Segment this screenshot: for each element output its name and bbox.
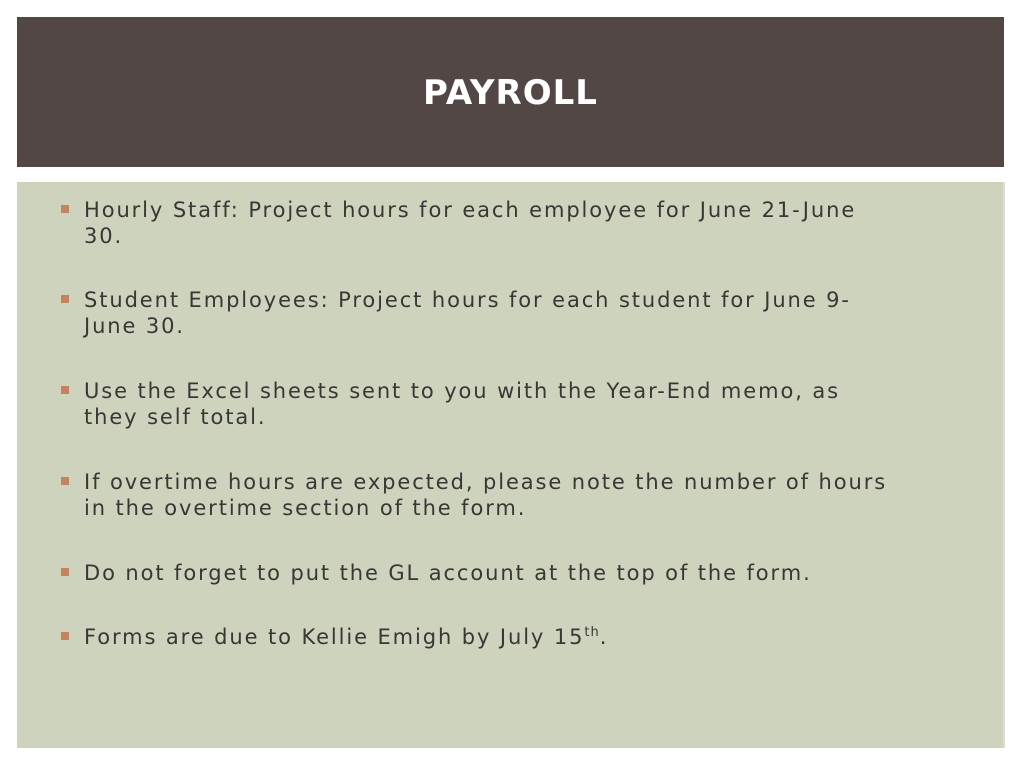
content-box bbox=[17, 182, 1005, 748]
bullet-line: June 30. bbox=[84, 314, 186, 338]
bullet-line: 30. bbox=[84, 224, 124, 248]
bullet-line: Student Employees: Project hours for each student for June 9- bbox=[84, 288, 851, 312]
square-bullet-icon bbox=[61, 477, 69, 485]
ordinal-superscript: th bbox=[584, 625, 600, 640]
square-bullet-icon bbox=[61, 568, 69, 576]
bullet-text bbox=[84, 624, 974, 650]
bullet-text bbox=[84, 560, 974, 586]
bullet-line: in the overtime section of the form. bbox=[84, 496, 527, 520]
bullet-text bbox=[84, 287, 974, 339]
square-bullet-icon bbox=[61, 386, 69, 394]
slide-title: PAYROLL bbox=[423, 73, 598, 113]
bullet-text bbox=[84, 469, 974, 521]
bullet-text bbox=[84, 197, 974, 249]
bullet-suffix: . bbox=[599, 625, 609, 649]
bullet-line: Do not forget to put the GL account at the top of the form. bbox=[84, 561, 812, 585]
bullet-line: they self total. bbox=[84, 405, 267, 429]
bullet-text bbox=[84, 378, 974, 430]
title-bar bbox=[17, 17, 1004, 167]
bullet-line: Forms are due to Kellie Emigh by July 15 bbox=[84, 625, 585, 649]
square-bullet-icon bbox=[61, 632, 69, 640]
bullet-line: Use the Excel sheets sent to you with the Year-End memo, as bbox=[84, 379, 840, 403]
bullet-line: If overtime hours are expected, please note the number of hours bbox=[84, 470, 888, 494]
square-bullet-icon bbox=[61, 295, 69, 303]
bullet-line: Hourly Staff: Project hours for each employee for June 21-June bbox=[84, 198, 857, 222]
square-bullet-icon bbox=[61, 205, 69, 213]
